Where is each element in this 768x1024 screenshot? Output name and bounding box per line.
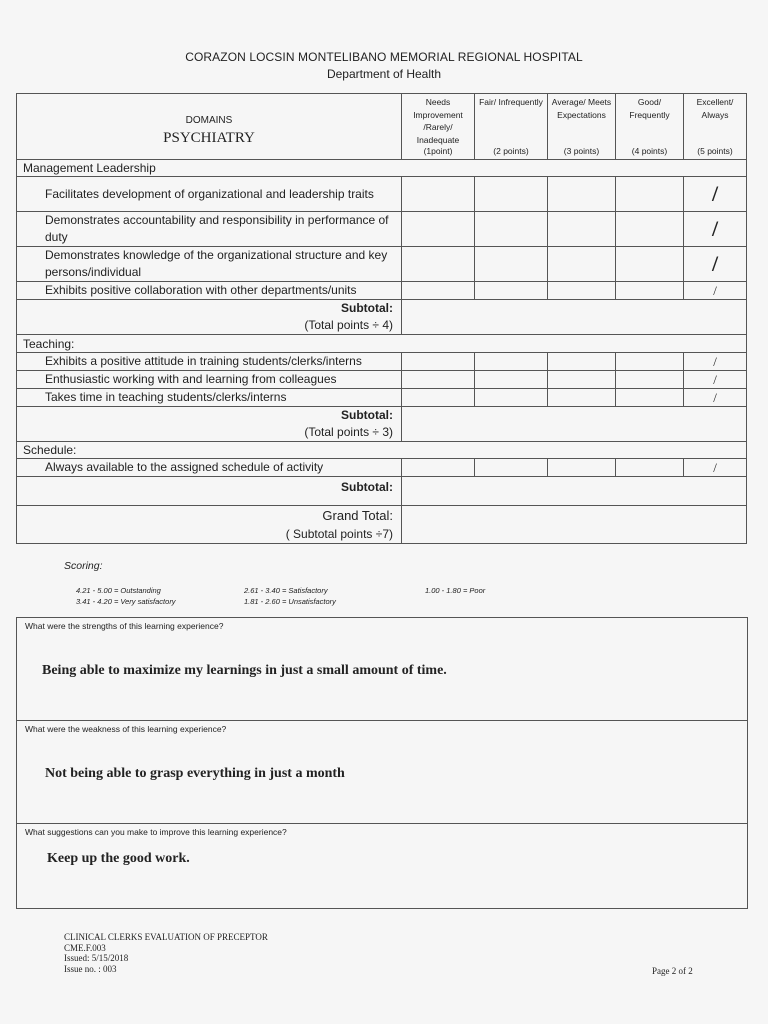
scoring-item: 1.81 - 2.60 = Unsatisfactory <box>244 597 336 606</box>
rating-cell[interactable] <box>616 371 684 389</box>
subtotal-label: Subtotal: <box>341 480 393 494</box>
rating-label: Good/ Frequently <box>629 97 670 120</box>
rating-cell[interactable] <box>548 353 616 371</box>
form-title: CLINICAL CLERKS EVALUATION OF PRECEPTOR <box>64 932 268 942</box>
subtotal-label: Subtotal: <box>341 301 393 315</box>
rating-cell[interactable] <box>548 459 616 477</box>
subtotal-note: (Total points ÷ 3) <box>304 425 393 439</box>
rating-cell[interactable] <box>548 247 616 282</box>
rating-points: (4 points) <box>631 146 668 156</box>
subtotal-value-cell[interactable] <box>402 477 747 506</box>
rating-label: Average/ Meets Expectations <box>551 97 612 120</box>
rating-cell[interactable] <box>548 177 616 212</box>
rating-cell[interactable] <box>616 212 684 247</box>
criterion-text: Demonstrates accountability and responsibility in performance of duty <box>17 212 402 247</box>
check-mark[interactable]: / <box>684 282 747 300</box>
specialty-label: PSYCHIATRY <box>163 129 255 146</box>
rating-cell[interactable] <box>475 212 548 247</box>
section-row <box>17 442 747 459</box>
evaluation-table <box>16 93 747 544</box>
suggestions-box[interactable] <box>16 823 748 909</box>
subtotal-value-cell[interactable] <box>402 407 747 442</box>
rating-cell[interactable] <box>475 389 548 407</box>
rating-cell[interactable] <box>548 282 616 300</box>
domains-header <box>17 94 402 160</box>
subtotal-note: (Total points ÷ 4) <box>304 318 393 332</box>
rating-cell[interactable] <box>402 459 475 477</box>
rating-cell[interactable] <box>548 212 616 247</box>
issue-number: Issue no. : 003 <box>64 963 117 974</box>
subtotal-row <box>17 407 747 442</box>
table-row <box>17 389 747 407</box>
subtotal-label: Subtotal: <box>341 408 393 422</box>
section-title: Teaching: <box>17 335 747 353</box>
grand-total-label-cell <box>17 506 402 544</box>
rating-cell[interactable] <box>475 282 548 300</box>
weakness-question: What were the weakness of this learning experience? <box>25 724 227 734</box>
table-row <box>17 282 747 300</box>
section-title: Management Leadership <box>17 160 747 177</box>
scoring-item: 3.41 - 4.20 = Very satisfactory <box>76 597 176 606</box>
check-mark[interactable]: / <box>684 177 747 212</box>
check-mark[interactable]: / <box>684 247 747 282</box>
rating-label: Needs Improvement /Rarely/ Inadequate <box>413 97 463 145</box>
hospital-name: CORAZON LOCSIN MONTELIBANO MEMORIAL REGIONAL HOSPITAL <box>185 50 583 64</box>
rating-cell[interactable] <box>402 212 475 247</box>
rating-column-header <box>684 94 747 160</box>
rating-label: Fair/ Infrequently <box>479 97 543 107</box>
criterion-text: Exhibits positive collaboration with other departments/units <box>17 282 402 300</box>
grand-total-note: ( Subtotal points ÷7) <box>285 526 393 541</box>
table-header-row <box>17 94 747 160</box>
check-mark[interactable]: / <box>684 389 747 407</box>
rating-cell[interactable] <box>402 282 475 300</box>
rating-cell[interactable] <box>616 459 684 477</box>
weakness-answer: Not being able to grasp everything in just a month <box>45 766 345 781</box>
grand-total-value-cell[interactable] <box>402 506 747 544</box>
form-code: CME.F.003 <box>64 942 106 953</box>
scoring-title: Scoring: <box>64 560 103 572</box>
scoring-item: 1.00 - 1.80 = Poor <box>425 586 486 595</box>
rating-cell[interactable] <box>402 177 475 212</box>
rating-cell[interactable] <box>548 389 616 407</box>
rating-cell[interactable] <box>402 371 475 389</box>
rating-cell[interactable] <box>616 282 684 300</box>
table-row <box>17 459 747 477</box>
criterion-text: Enthusiastic working with and learning from colleagues <box>17 371 402 389</box>
domains-label: DOMAINS <box>185 114 233 126</box>
strengths-question: What were the strengths of this learning experience? <box>25 621 224 631</box>
criterion-text: Takes time in teaching students/clerks/interns <box>17 389 402 407</box>
rating-cell[interactable] <box>475 371 548 389</box>
criterion-text: Facilitates development of organizational and leadership traits <box>17 177 402 212</box>
rating-cell[interactable] <box>616 389 684 407</box>
rating-points: (3 points) <box>563 146 600 156</box>
section-row <box>17 160 747 177</box>
scoring-item: 2.61 - 3.40 = Satisfactory <box>244 586 328 595</box>
strengths-answer: Being able to maximize my learnings in just a small amount of time. <box>42 663 447 678</box>
footer-block <box>64 932 268 974</box>
rating-column-header <box>548 94 616 160</box>
rating-points: (5 points) <box>697 146 733 156</box>
subtotal-label-cell <box>17 477 402 506</box>
rating-cell[interactable] <box>548 371 616 389</box>
weakness-box[interactable] <box>16 720 748 824</box>
scoring-item: 4.21 - 5.00 = Outstanding <box>76 586 161 595</box>
rating-cell[interactable] <box>402 353 475 371</box>
rating-column-header <box>402 94 475 160</box>
table-row <box>17 247 747 282</box>
check-mark[interactable]: / <box>684 459 747 477</box>
rating-cell[interactable] <box>616 353 684 371</box>
strengths-box[interactable] <box>16 617 748 721</box>
subtotal-row <box>17 300 747 335</box>
rating-label: Excellent/ Always <box>696 97 734 120</box>
table-row <box>17 371 747 389</box>
table-row <box>17 177 747 212</box>
suggestions-answer: Keep up the good work. <box>47 851 190 866</box>
subtotal-value-cell[interactable] <box>402 300 747 335</box>
issued-date: Issued: 5/15/2018 <box>64 953 129 963</box>
check-mark[interactable]: / <box>684 212 747 247</box>
rating-points: (1point) <box>423 146 453 156</box>
rating-cell[interactable] <box>475 459 548 477</box>
subtotal-label-cell <box>17 300 402 335</box>
subtotal-row <box>17 477 747 506</box>
grand-total-row <box>17 506 747 544</box>
subtotal-label-cell <box>17 407 402 442</box>
rating-cell[interactable] <box>475 353 548 371</box>
section-title: Schedule: <box>17 442 747 459</box>
criterion-text: Exhibits a positive attitude in training students/clerks/interns <box>17 353 402 371</box>
department-name: Department of Health <box>326 67 442 81</box>
criterion-text: Demonstrates knowledge of the organizational structure and key persons/individual <box>17 247 402 282</box>
page-number: Page 2 of 2 <box>652 966 693 976</box>
rating-cell[interactable] <box>475 177 548 212</box>
rating-cell[interactable] <box>616 247 684 282</box>
table-row <box>17 212 747 247</box>
grand-total-label: Grand Total: <box>322 507 393 523</box>
check-mark[interactable]: / <box>684 353 747 371</box>
rating-column-header <box>616 94 684 160</box>
rating-cell[interactable] <box>616 177 684 212</box>
rating-column-header <box>475 94 548 160</box>
rating-cell[interactable] <box>402 389 475 407</box>
rating-cell[interactable] <box>402 247 475 282</box>
check-mark[interactable]: / <box>684 371 747 389</box>
criterion-text: Always available to the assigned schedule of activity <box>17 459 402 477</box>
rating-points: (2 points) <box>493 146 529 156</box>
table-row <box>17 353 747 371</box>
rating-cell[interactable] <box>475 247 548 282</box>
section-row <box>17 335 747 353</box>
suggestions-question: What suggestions can you make to improve this learning experience? <box>25 827 287 837</box>
